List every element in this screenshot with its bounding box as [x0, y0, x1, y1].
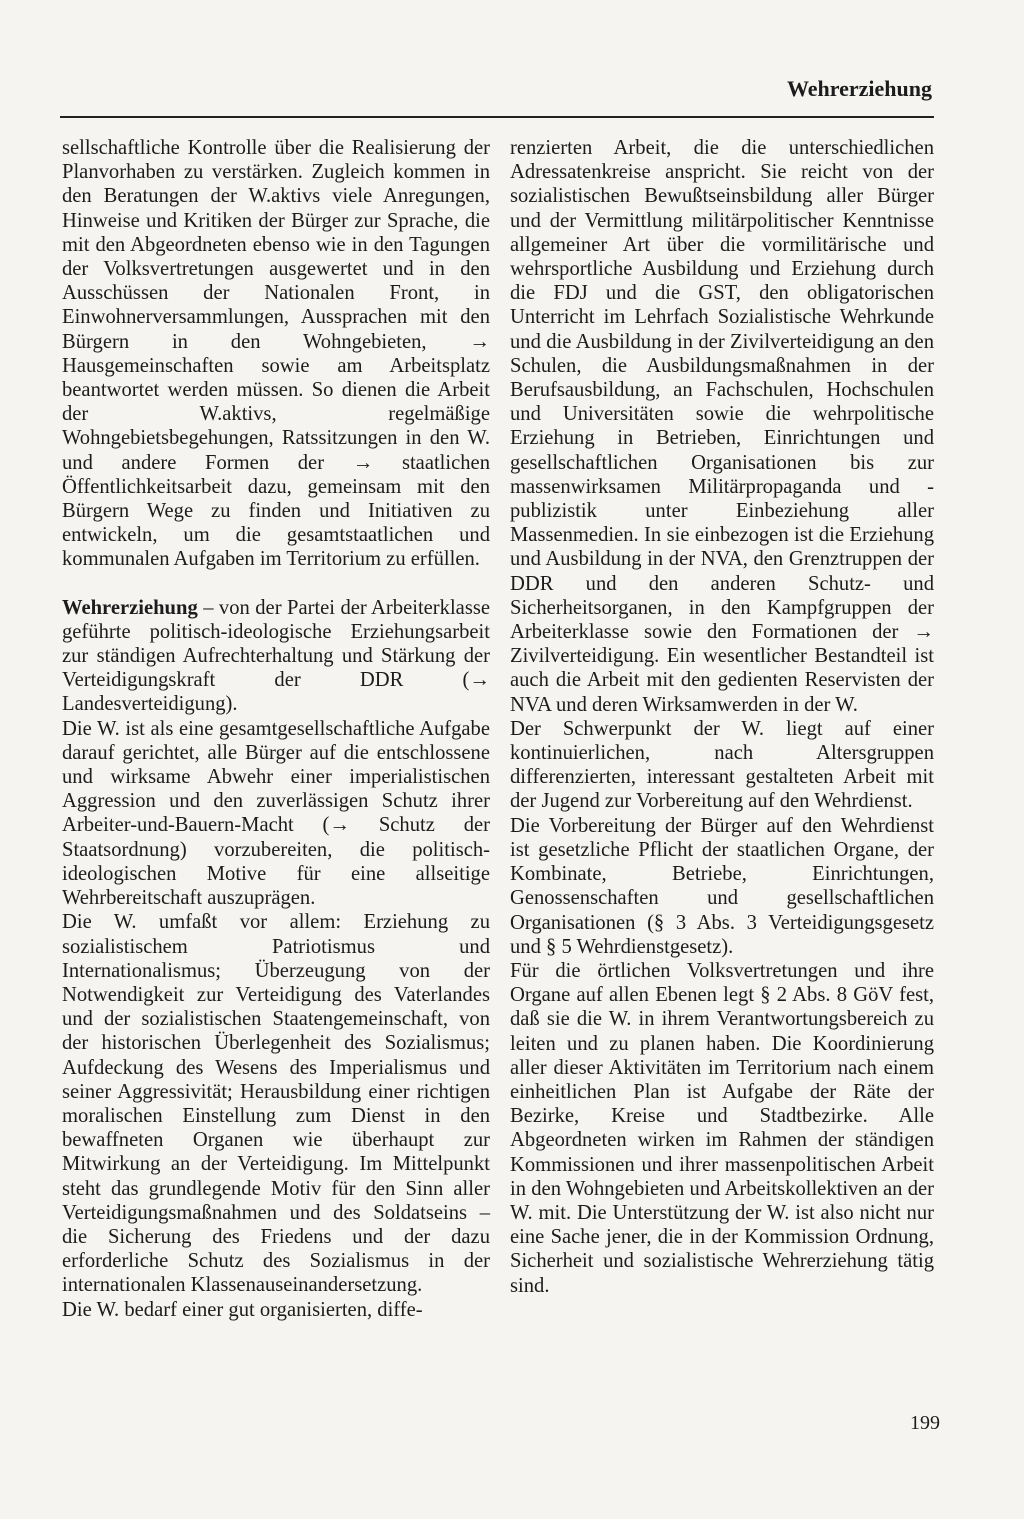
paragraph: Die W. ist als eine gesamtgesellschaftliche Aufgabe darauf gerichtet, alle Bürger auf die entschlossene und wirksame Abwehr einer imperialistischen Aggression und den zuverlässigen Schutz ihrer Arbeiter-und-Bauern-Macht (→ Schutz der Staatsordnung) vorzubereiten, die politisch-ideologischen Motive für eine allseitige Wehrbereitschaft auszuprägen.: [62, 717, 490, 910]
paragraph: Die Vorbereitung der Bürger auf den Wehrdienst ist gesetzliche Pflicht der staatlichen Organe, der Kombinate, Betriebe, Einrichtungen, Genossenschaften und gesellschaftlichen Organisationen (§ 3 Abs. 3 Verteidigungsgesetz und § 5 Wehrdienstgesetz).: [510, 814, 934, 958]
paragraph-continuation: sellschaftliche Kontrolle über die Realisierung der Planvorhaben zu verstärken. Zugleich kommen in den Beratungen der W.aktivs viele Anregungen, Hinweise und Kritiken der Bürger zur Sprache, die mit den Abgeordneten ebenso wie in den Tagungen der Volksvertretungen ausgewertet und in den Ausschüssen der Nationalen Front, in Einwohnerversammlungen, Aussprachen mit den Bürgern in den Wohngebieten, → Hausgemeinschaften sowie am Arbeitsplatz beantwortet werden müssen. So dienen die Arbeit der W.aktivs, regelmäßige Wohngebietsbegehungen, Ratssitzungen in den W. und andere Formen der → staatlichen Öffentlichkeitsarbeit dazu, gemeinsam mit den Bürgern Wege zu finden und Initiativen zu entwickeln, um die gesamtstaatlichen und kommunalen Aufgaben im Territorium zu erfüllen.: [62, 137, 490, 571]
entry-definition: – von der Partei der Arbeiterklasse geführte politisch-ideologische Erziehungsarbeit zur ständigen Aufrechterhaltung und Stärkung der Verteidigungskraft der DDR (→ Landesverteidigung).: [62, 596, 490, 716]
paragraph: Die W. bedarf einer gut organisierten, diffe-: [62, 1298, 423, 1321]
header-rule: [60, 116, 934, 118]
left-column: [62, 136, 490, 1322]
paragraph: Der Schwerpunkt der W. liegt auf einer kontinuierlichen, nach Altersgruppen differenzierten, interessant gestalteten Arbeit mit der Jugend zur Vorbereitung auf den Wehrdienst.: [510, 717, 934, 813]
page-number: 199: [910, 1412, 940, 1434]
right-column: [510, 136, 934, 1298]
entry-term: Wehrerziehung: [62, 596, 198, 619]
paragraph: Für die örtlichen Volksvertretungen und ihre Organe auf allen Ebenen legt § 2 Abs. 8 GöV fest, daß sie die W. in ihrem Verantwortungsbereich zu leiten und zu planen haben. Die Koordinierung aller dieser Aktivitäten im Territorium nach einem einheitlichen Plan ist Aufgabe der Räte der Bezirke, Kreise und Stadtbezirke. Alle Abgeordneten wirken im Rahmen der ständigen Kommissionen und ihrer massenpolitischen Arbeit in den Wohngebieten und Arbeitskollektiven an der W. mit. Die Unterstützung der W. ist also nicht nur eine Sache jener, die in der Kommission Ordnung, Sicherheit und sozialistische Wehrerziehung tätig sind.: [510, 959, 934, 1297]
running-head: Wehrerziehung: [786, 76, 932, 101]
paragraph: Die W. umfaßt vor allem: Erziehung zu sozialistischem Patriotismus und Internationalismus; Überzeugung von der Notwendigkeit zur Verteidigung des Vaterlandes und der sozialistischen Staatengemeinschaft, von der historischen Überlegenheit des Sozialismus; Aufdeckung des Wesens des Imperialismus und seiner Aggressivität; Herausbildung einer richtigen moralischen Einstellung zum Dienst in den bewaffneten Organen wie überhaupt zur Mitwirkung an der Verteidigung. Im Mittelpunkt steht das grundlegende Motiv für den Sinn aller Verteidigungsmaßnahmen und des Soldatseins – die Sicherung des Friedens und der dazu erforderliche Schutz des Sozialismus in der internationalen Klassenauseinandersetzung.: [62, 911, 490, 1297]
dictionary-entry: [62, 596, 490, 717]
paragraph: renzierten Arbeit, die die unterschiedlichen Adressatenkreise anspricht. Sie reicht von der sozialistischen Bewußtseinsbildung aller Bürger und der Vermittlung militärpolitischer Kenntnisse allgemeiner Art über die vormilitärische und wehrsportliche Ausbildung und Erziehung durch die FDJ und die GST, den obligatorischen Unterricht im Lehrfach Sozialistische Wehrkunde und die Ausbildung in der Zivilverteidigung an den Schulen, die Ausbildungsmaßnahmen in der Berufsausbildung, an Fachschulen, Hochschulen und Universitäten sowie die wehrpolitische Erziehung in Betrieben, Einrichtungen und gesellschaftlichen Organisationen bis zur massenwirksamen Militärpropaganda und -publizistik unter Einbeziehung aller Massenmedien. In sie einbezogen ist die Erziehung und Ausbildung in der NVA, den Grenztruppen der DDR und den anderen Schutz- und Sicherheitsorganen, in den Kampfgruppen der Arbeiterklasse sowie den Formationen der → Zivilverteidigung. Ein wesentlicher Bestandteil ist auch die Arbeit mit den gedienten Reservisten der NVA und deren Wirksamwerden in der W.: [510, 137, 934, 716]
